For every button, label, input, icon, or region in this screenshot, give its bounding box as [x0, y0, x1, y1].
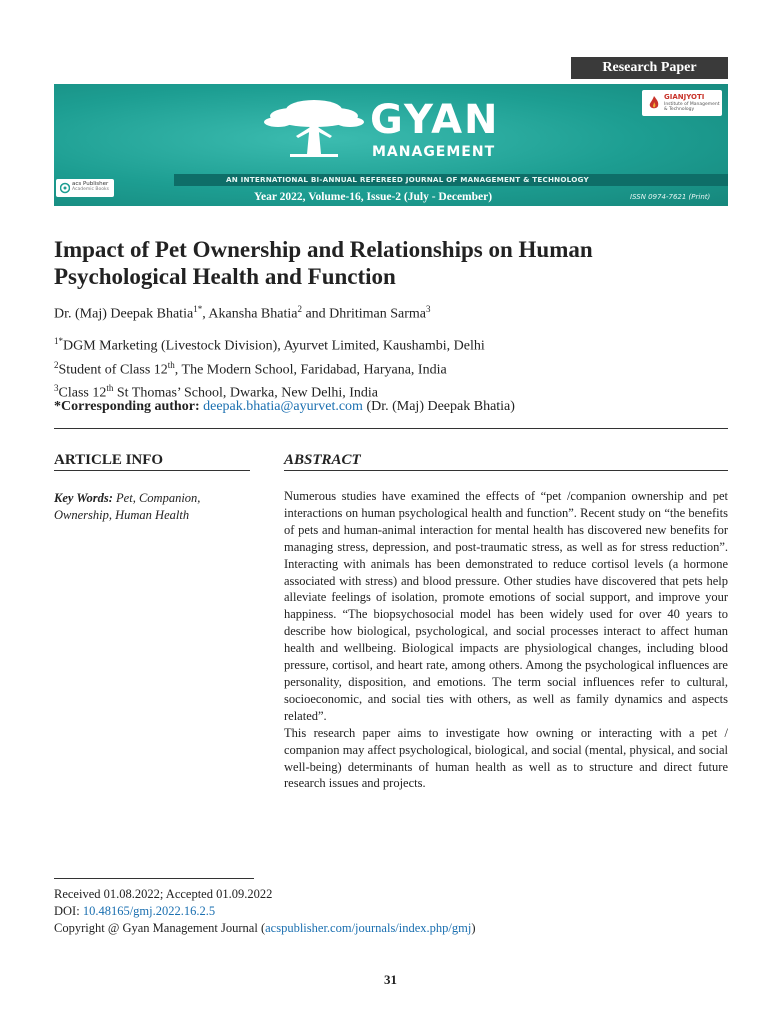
affiliation-3: $^3$Class 12th St Thomas’ School, Dwarka, New Delhi, India [54, 383, 379, 401]
journal-url-link[interactable]: acspublisher.com/journals/index.php/gmj [265, 921, 472, 935]
journal-name: GYAN [370, 97, 500, 143]
article-info-heading: ARTICLE INFO [54, 452, 164, 468]
abstract-heading: ABSTRACT [284, 452, 361, 468]
flame-icon [646, 95, 662, 111]
abstract-paragraph-1: Numerous studies have examined the effects of “pet /companion ownership and pet interactions on human psychological health and function”. Recent study on “the benefits of pets and human-animal interaction for mental health has discovered new benefits for managing stress, depression, and post-traumatic stress, as well as for stress reduction”. Interacting with animals has been demonstrated to reduce cortisol levels (a hormone associated with stress) and blood pressure. Other studies have discovered that pets help alleviate feelings of isolation, promote emotions of social support, and improve your happiness. “The biopsychosocial model has been widely used for over 40 years to describe how biological, psychological, and social processes interact to affect human health and wellbeing. Biological impacts are physiological changes, including blood pressure, cortisol, and heart rate, among others. Among the psychological influences are personality, disposition, and emotions. The term social influences refer to cultural, socioeconomic, and social ties with others, as well as family dynamics and aspects related”. [284, 489, 728, 723]
footnote-divider [54, 878, 254, 879]
issue-line: Year 2022, Volume-16, Issue-2 (July - December) [254, 191, 493, 203]
institute-logo [642, 90, 722, 116]
received-accepted: Received 01.08.2022; Accepted 01.09.2022 [54, 887, 273, 901]
article-title: Impact of Pet Ownership and Relationships on Human Psychological Health and Function [54, 237, 593, 289]
doi-link[interactable]: 10.48165/gmj.2022.16.2.5 [82, 904, 216, 918]
copyright-line [54, 920, 476, 937]
abstract-paragraph-2: This research paper aims to investigate how owning or interacting with a pet / companion may affect psychological, biological, and social (mental, physical, and social well-being) determinants of human health as well as to structure and direct future research issues and projects. [284, 725, 728, 791]
publisher-subtext: Academic Books [72, 187, 109, 192]
corresponding-email-link[interactable]: deepak.bhatia@ayurvet.com [203, 399, 363, 414]
author-list: Dr. (Maj) Deepak Bhatia$^{1*}$, Akansha Bhatia$^2$ and Dhritiman Sarma$^3$ [54, 304, 431, 322]
journal-banner [54, 84, 728, 206]
issn: ISSN 0974-7621 (Print) [630, 193, 711, 201]
header-divider [54, 428, 728, 429]
copyright-end: ) [471, 921, 476, 935]
journal-tagline-strip [174, 174, 728, 186]
abstract-body [284, 488, 728, 792]
affiliation-2: $^2$Student of Class 12th, The Modern School, Faridabad, Haryana, India [54, 359, 447, 378]
keywords-text: Pet, Companion, Ownership, Human Health [54, 491, 201, 522]
corresponding-name: (Dr. (Maj) Deepak Bhatia) [366, 399, 515, 414]
corresponding-author: *Corresponding author: deepak.bhatia@ayurvet.com (Dr. (Maj) Deepak Bhatia) [54, 399, 515, 414]
keywords [54, 490, 254, 523]
journal-subname: MANAGEMENT [372, 144, 496, 160]
issue-strip [54, 188, 728, 206]
copyright-text: Copyright @ Gyan Management Journal ( [54, 921, 266, 935]
tree-logo-icon [260, 96, 368, 160]
doi-label: DOI: [54, 904, 80, 918]
research-paper-tag: Research Paper [571, 57, 728, 79]
corresponding-label: *Corresponding author [54, 399, 195, 414]
affiliations [54, 332, 485, 403]
article-info-rule [54, 470, 250, 471]
article-footer [54, 886, 476, 937]
doi-line [54, 903, 476, 920]
affiliation-1: $^{1*}$DGM Marketing (Livestock Division), Ayurvet Limited, Kaushambi, Delhi [54, 336, 485, 354]
abstract-rule [284, 470, 728, 471]
journal-tagline: AN INTERNATIONAL BI-ANNUAL REFEREED JOURNAL OF MANAGEMENT & TECHNOLOGY [226, 175, 589, 184]
institute-name: GIANJYOTI [664, 93, 705, 101]
page-number: 31 [384, 972, 397, 987]
publisher-name-text: acs Publisher [72, 181, 109, 187]
keywords-label: Key Words: [54, 491, 113, 505]
institute-subname: Institute of Management & Technology [664, 102, 720, 112]
